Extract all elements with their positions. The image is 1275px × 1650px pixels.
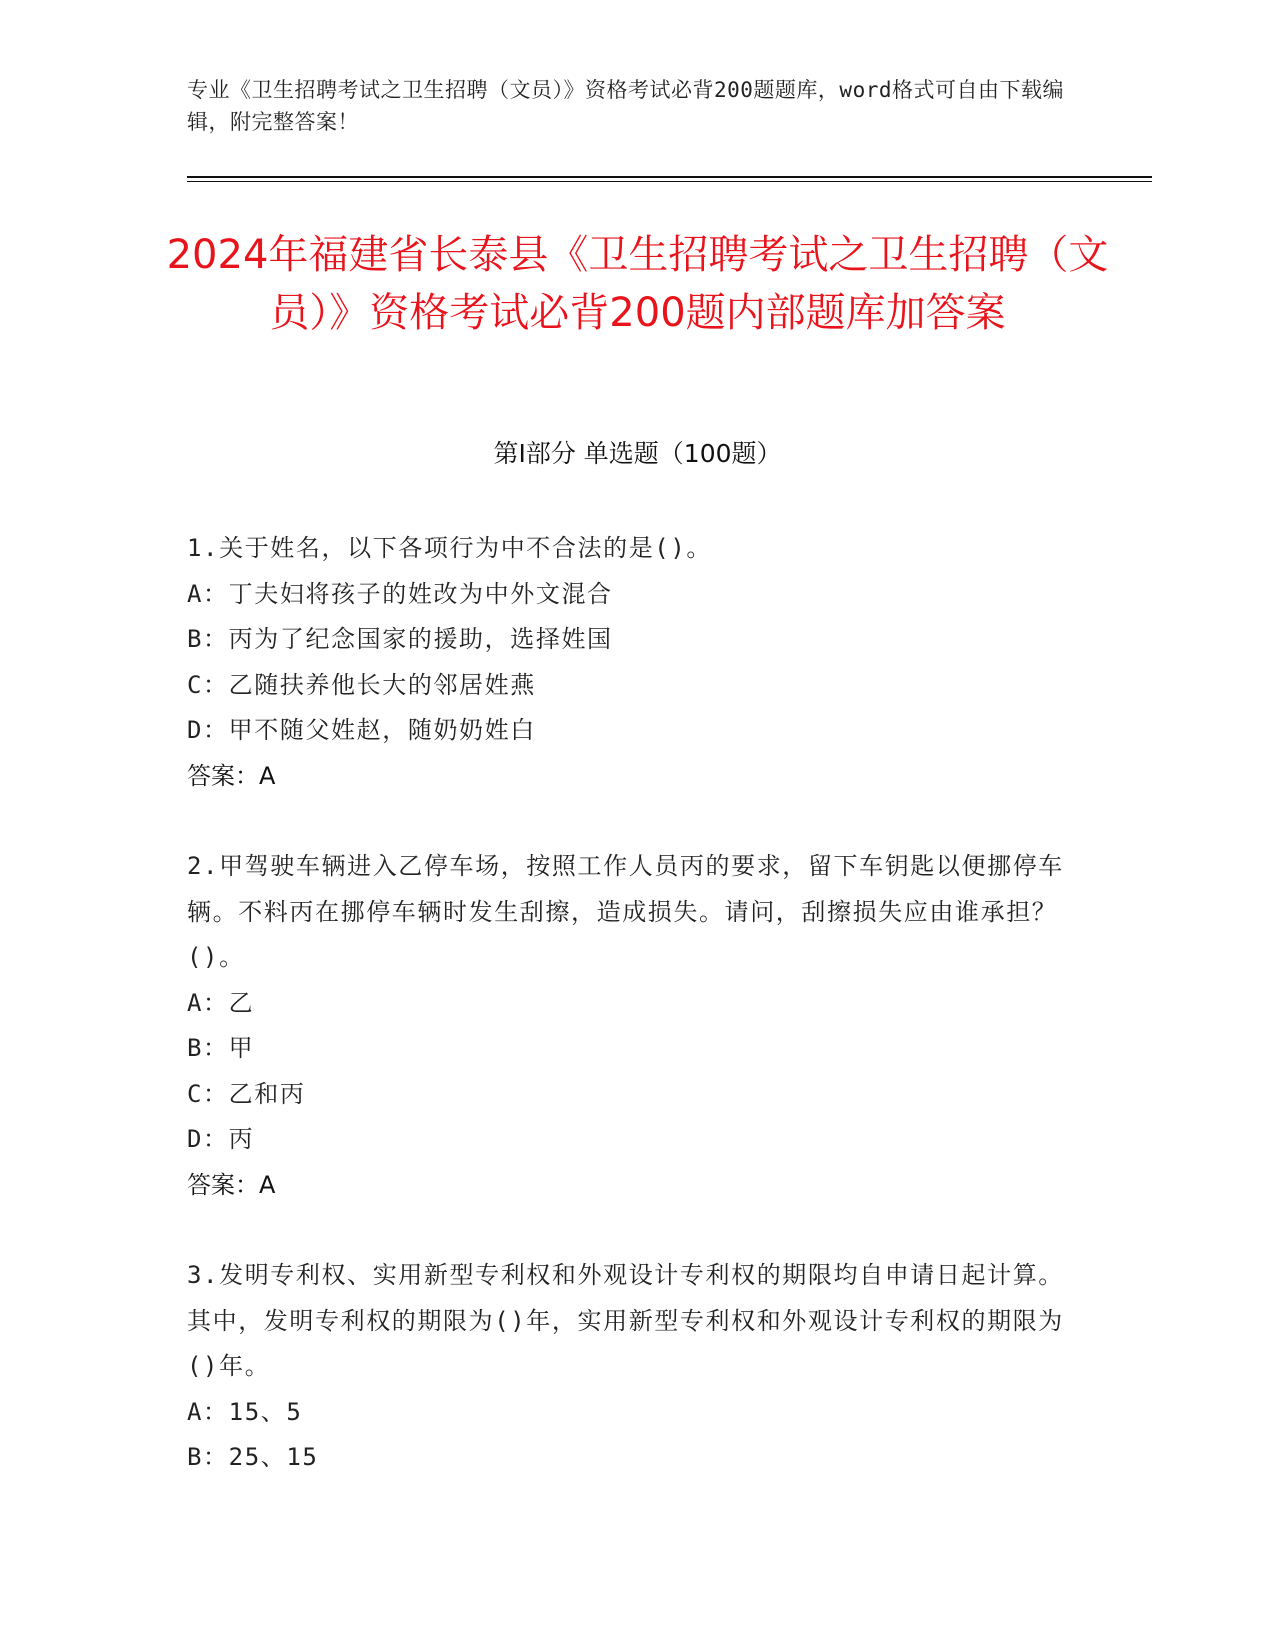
header-divider-thin: [187, 181, 1152, 182]
question-list: [187, 526, 1067, 1481]
option-b: B：丙为了纪念国家的援助，选择姓国: [187, 625, 613, 653]
question-stem: 3.发明专利权、实用新型专利权和外观设计专利权的期限均自申请日起计算。其中，发明专利权的期限为()年，实用新型专利权和外观设计专利权的期限为()年。: [187, 1261, 1064, 1380]
option-c: C：乙和丙: [187, 1079, 306, 1108]
question-stem: 2.甲驾驶车辆进入乙停车场，按照工作人员丙的要求，留下车钥匙以便挪停车辆。不料丙在挪停车辆时发生刮擦，造成损失。请问，刮擦损失应由谁承担？()。: [187, 852, 1064, 971]
answer: 答案：A: [187, 761, 276, 790]
question-spacer: [187, 1208, 1067, 1253]
question-1: [187, 526, 1067, 799]
option-d: D：甲不随父姓赵，随奶奶姓白: [187, 716, 536, 744]
option-b: B：甲: [187, 1034, 255, 1062]
question-3: [187, 1253, 1067, 1481]
document-title: 2024年福建省长泰县《卫生招聘考试之卫生招聘（文员）》资格考试必背200题内部题库加答案: [166, 232, 1109, 336]
option-c: C：乙随扶养他长大的邻居姓燕: [187, 670, 536, 699]
answer: 答案：A: [187, 1170, 276, 1199]
option-d: D：丙: [187, 1125, 255, 1153]
header-divider-thick: [187, 176, 1152, 178]
header-note: 专业《卫生招聘考试之卫生招聘（文员）》资格考试必背200题题库，word格式可自由下载编辑，附完整答案！: [187, 78, 1064, 134]
section-heading: 第I部分 单选题（100题）: [493, 439, 782, 468]
option-a: A：丁夫妇将孩子的姓改为中外文混合: [187, 579, 613, 608]
option-a: A：15、5: [187, 1397, 303, 1426]
option-b: B：25、15: [187, 1443, 319, 1471]
question-2: [187, 844, 1067, 1208]
question-spacer: [187, 799, 1067, 844]
question-stem: 1.关于姓名，以下各项行为中不合法的是()。: [187, 534, 712, 562]
option-a: A：乙: [187, 988, 255, 1017]
